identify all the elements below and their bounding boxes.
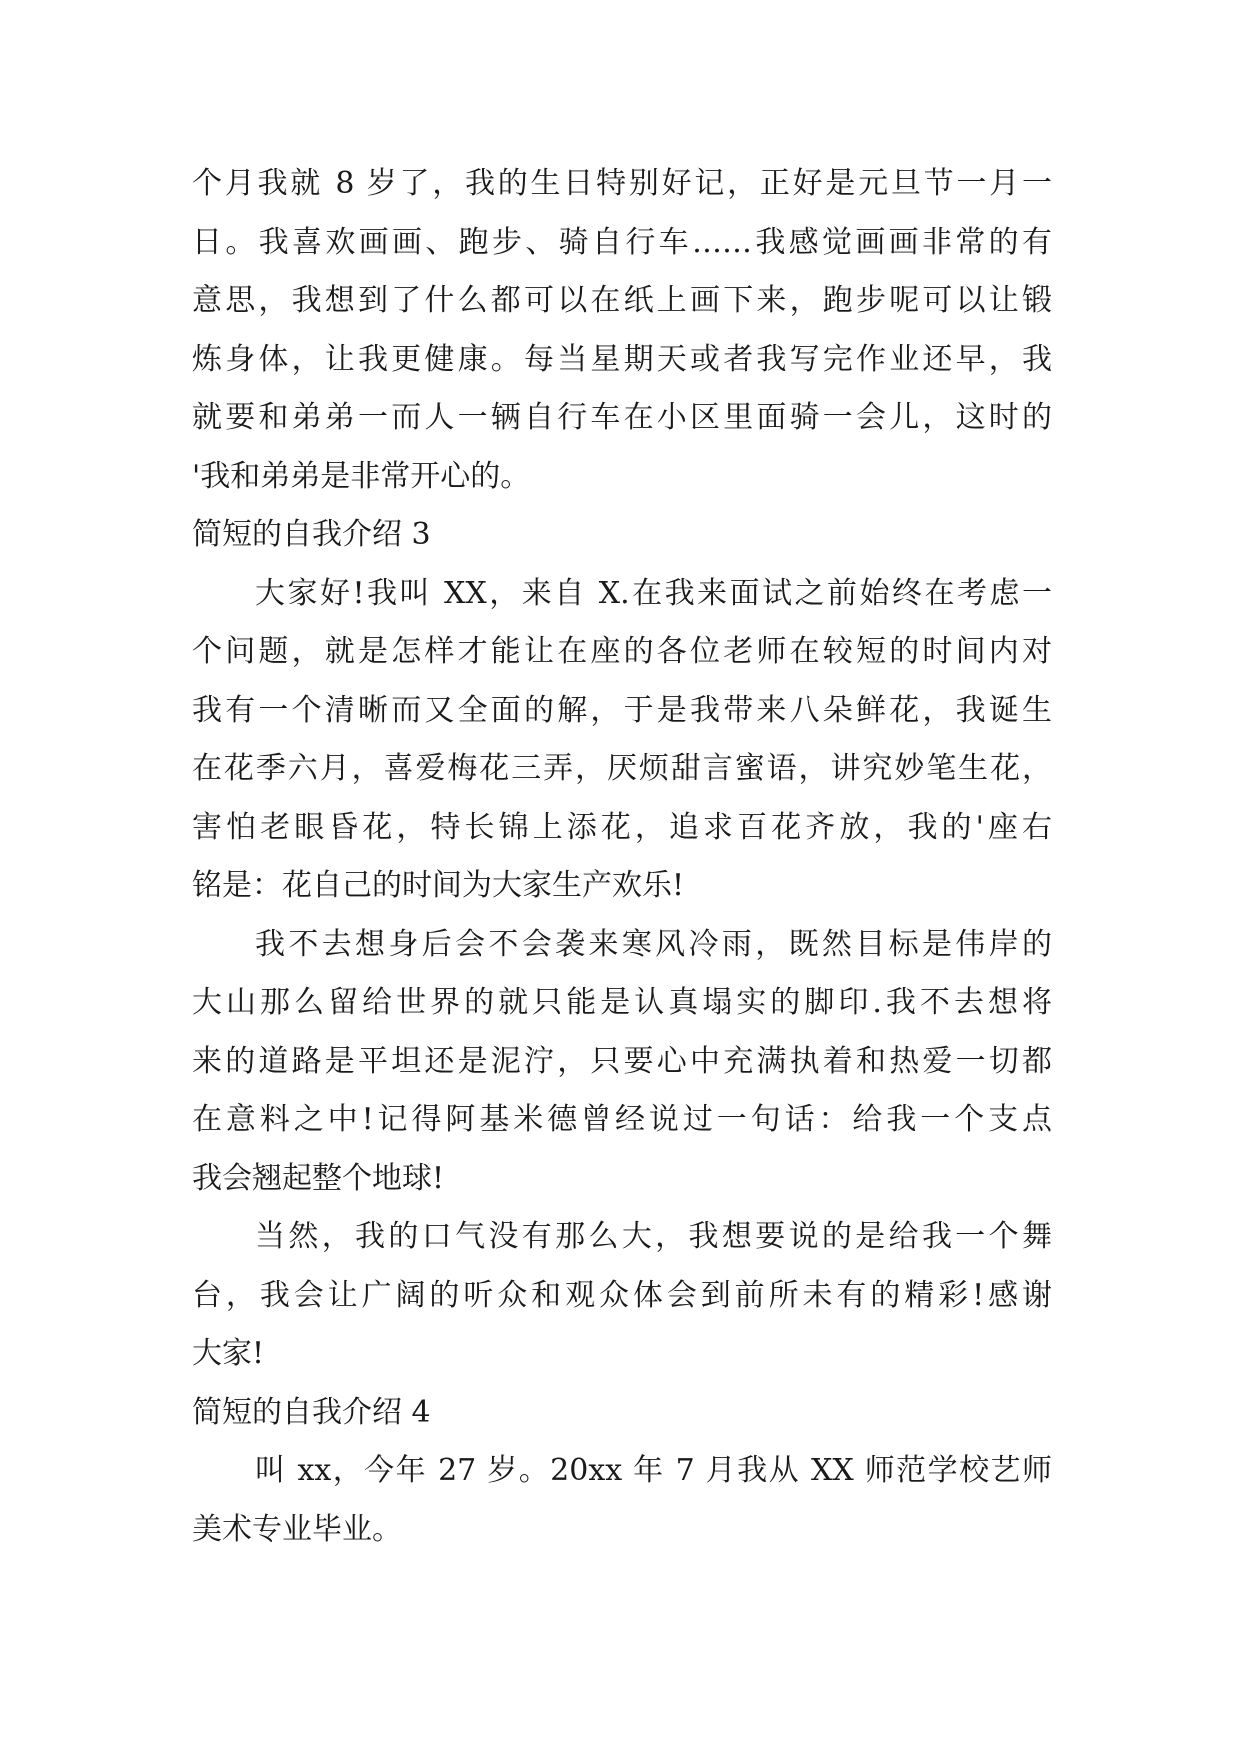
paragraph [192, 155, 1052, 506]
text-line: 意思，我想到了什么都可以在纸上画下来，跑步呢可以让锻 [192, 283, 1052, 318]
text-line: 叫 xx，今年 27 岁。20xx 年 7 月我从 XX 师范学校艺师 [255, 1453, 1052, 1488]
paragraph [192, 1442, 1052, 1559]
text-line: 当然，我的口气没有那么大，我想要说的是给我一个舞 [255, 1219, 1052, 1254]
text-line: 就要和弟弟一而人一辆自行车在小区里面骑一会儿，这时的 [192, 400, 1052, 435]
text-line: 大家好!我叫 XX，来自 X.在我来面试之前始终在考虑一 [255, 575, 1052, 611]
text-line: 害怕老眼昏花，特长锦上添花，追求百花齐放，我的'座右 [192, 809, 1052, 845]
text-line: 在花季六月，喜爱梅花三弄，厌烦甜言蜜语，讲究妙笔生花， [192, 751, 1052, 786]
text-line: 炼身体，让我更健康。每当星期天或者我写完作业还早，我 [192, 341, 1052, 377]
text-line: 我会翘起整个地球! [192, 1160, 445, 1196]
text-line: 铭是：花自己的时间为大家生产欢乐! [192, 868, 685, 903]
paragraph [192, 565, 1052, 916]
text-line: 我不去想身后会不会袭来寒风冷雨，既然目标是伟岸的 [255, 926, 1052, 962]
paragraph [192, 916, 1052, 1209]
text-line: 个问题，就是怎样才能让在座的各位老师在较短的时间内对 [192, 634, 1052, 669]
text-line: 大山那么留给世界的就只能是认真塌实的脚印.我不去想将 [192, 985, 1052, 1020]
section-heading: 简短的自我介绍 4 [192, 1394, 431, 1430]
section-heading: 简短的自我介绍 3 [192, 517, 431, 552]
text-line: 在意料之中!记得阿基米德曾经说过一句话：给我一个支点 [192, 1102, 1052, 1137]
text-line: 台，我会让广阔的听众和观众体会到前所未有的精彩!感谢 [192, 1277, 1052, 1313]
text-line: 我有一个清晰而又全面的解，于是我带来八朵鲜花，我诞生 [192, 692, 1052, 728]
document-body [192, 155, 1052, 1559]
text-line: 个月我就 8 岁了，我的生日特别好记，正好是元旦节一月一 [192, 166, 1052, 201]
text-line: '我和弟弟是非常开心的。 [192, 458, 531, 494]
text-line: 美术专业毕业。 [192, 1511, 402, 1547]
text-line: 来的道路是平坦还是泥泞，只要心中充满执着和热爱一切都 [192, 1043, 1052, 1079]
text-line: 大家! [192, 1336, 265, 1371]
paragraph [192, 1208, 1052, 1384]
text-line: 日。我喜欢画画、跑步、骑自行车……我感觉画画非常的有 [192, 224, 1052, 260]
